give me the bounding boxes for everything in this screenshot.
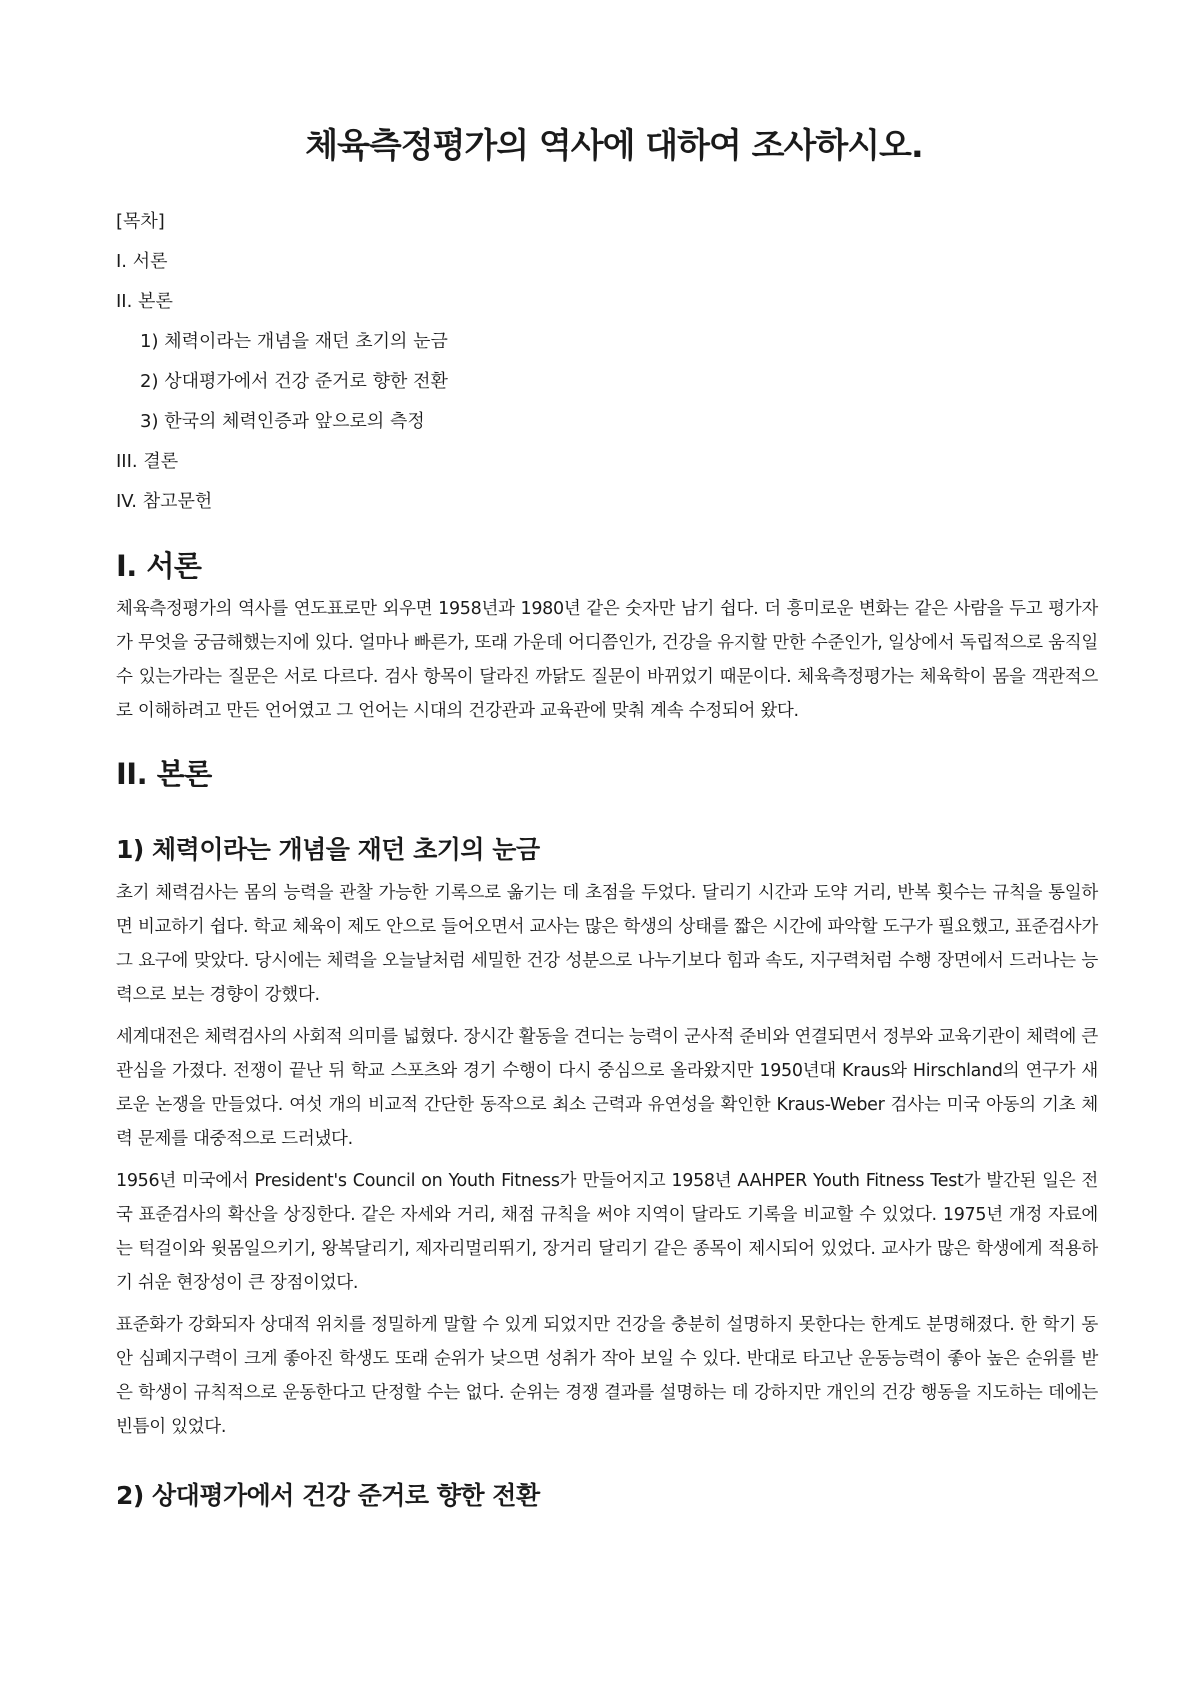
subsection-heading-2: 2) 상대평가에서 건강 준거로 향한 전환 bbox=[116, 1481, 540, 1510]
section-heading-intro: I. 서론 bbox=[116, 549, 202, 583]
toc-item: I. 서론 bbox=[116, 251, 168, 272]
intro-paragraph: 체육측정평가의 역사를 연도표로만 외우면 1958년과 1980년 같은 숫자만 남기 쉽다. 더 흥미로운 변화는 같은 사람을 두고 평가자가 무엇을 궁금해했는지에 있다. 얼마나 빠른가, 또래 가운데 어디쯤인가, 건강을 유지할 만한 수준인가, 일상에서 독립적으로 움직일 수 있는가라는 질문은 서로 다르다. 검사 항목이 달라진 까닭도 질문이 바뀌었기 때문이다. 체육측정평가는 체육학이 몸을 객관적으로 이해하려고 만든 언어였고 그 언어는 시대의 건강관과 교육관에 맞춰 계속 수정되어 왔다. bbox=[116, 599, 1098, 721]
table-of-contents bbox=[116, 202, 1098, 522]
section-heading-body: II. 본론 bbox=[116, 757, 212, 791]
toc-item: II. 본론 bbox=[116, 291, 173, 312]
body-paragraph: 표준화가 강화되자 상대적 위치를 정밀하게 말할 수 있게 되었지만 건강을 충분히 설명하지 못한다는 한계도 분명해졌다. 한 학기 동안 심폐지구력이 크게 좋아진 학생도 또래 순위가 낮으면 성취가 작아 보일 수 있다. 반대로 타고난 운동능력이 좋아 높은 순위를 받은 학생이 규칙적으로 운동한다고 단정할 수는 없다. 순위는 경쟁 결과를 설명하는 데 강하지만 개인의 건강 행동을 지도하는 데에는 빈틈이 있었다. bbox=[116, 1315, 1098, 1437]
toc-subitem: 2) 상대평가에서 건강 준거로 향한 전환 bbox=[140, 371, 448, 392]
body-paragraph: 1956년 미국에서 President's Council on Youth Fitness가 만들어지고 1958년 AAHPER Youth Fitness Test가 발간된 일은 전국 표준검사의 확산을 상징한다. 같은 자세와 거리, 채점 규칙을 써야 지역이 달라도 기록을 비교할 수 있었다. 1975년 개정 자료에는 턱걸이와 윗몸일으키기, 왕복달리기, 제자리멀리뛰기, 장거리 달리기 같은 종목이 제시되어 있었다. 교사가 많은 학생에게 적용하기 쉬운 현장성이 큰 장점이었다. bbox=[116, 1171, 1098, 1293]
body-paragraph: 초기 체력검사는 몸의 능력을 관찰 가능한 기록으로 옮기는 데 초점을 두었다. 달리기 시간과 도약 거리, 반복 횟수는 규칙을 통일하면 비교하기 쉽다. 학교 체육이 제도 안으로 들어오면서 교사는 많은 학생의 상태를 짧은 시간에 파악할 도구가 필요했고, 표준검사가 그 요구에 맞았다. 당시에는 체력을 오늘날처럼 세밀한 건강 성분으로 나누기보다 힘과 속도, 지구력처럼 수행 장면에서 드러나는 능력으로 보는 경향이 강했다. bbox=[116, 883, 1098, 1005]
body-paragraph: 세계대전은 체력검사의 사회적 의미를 넓혔다. 장시간 활동을 견디는 능력이 군사적 준비와 연결되면서 정부와 교육기관이 체력에 큰 관심을 가졌다. 전쟁이 끝난 뒤 학교 스포츠와 경기 수행이 다시 중심으로 올라왔지만 1950년대 Kraus와 Hirschland의 연구가 새로운 논쟁을 만들었다. 여섯 개의 비교적 간단한 동작으로 최소 근력과 유연성을 확인한 Kraus-Weber 검사는 미국 아동의 기초 체력 문제를 대중적으로 드러냈다. bbox=[116, 1027, 1098, 1149]
toc-subitem: 1) 체력이라는 개념을 재던 초기의 눈금 bbox=[140, 331, 448, 352]
subsection-heading-1: 1) 체력이라는 개념을 재던 초기의 눈금 bbox=[116, 835, 540, 864]
document-title: 체육측정평가의 역사에 대하여 조사하시오. bbox=[305, 126, 923, 166]
toc-heading: [목차] bbox=[116, 211, 165, 232]
toc-item: III. 결론 bbox=[116, 451, 179, 472]
toc-item: IV. 참고문헌 bbox=[116, 491, 213, 512]
toc-subitem: 3) 한국의 체력인증과 앞으로의 측정 bbox=[140, 411, 425, 432]
